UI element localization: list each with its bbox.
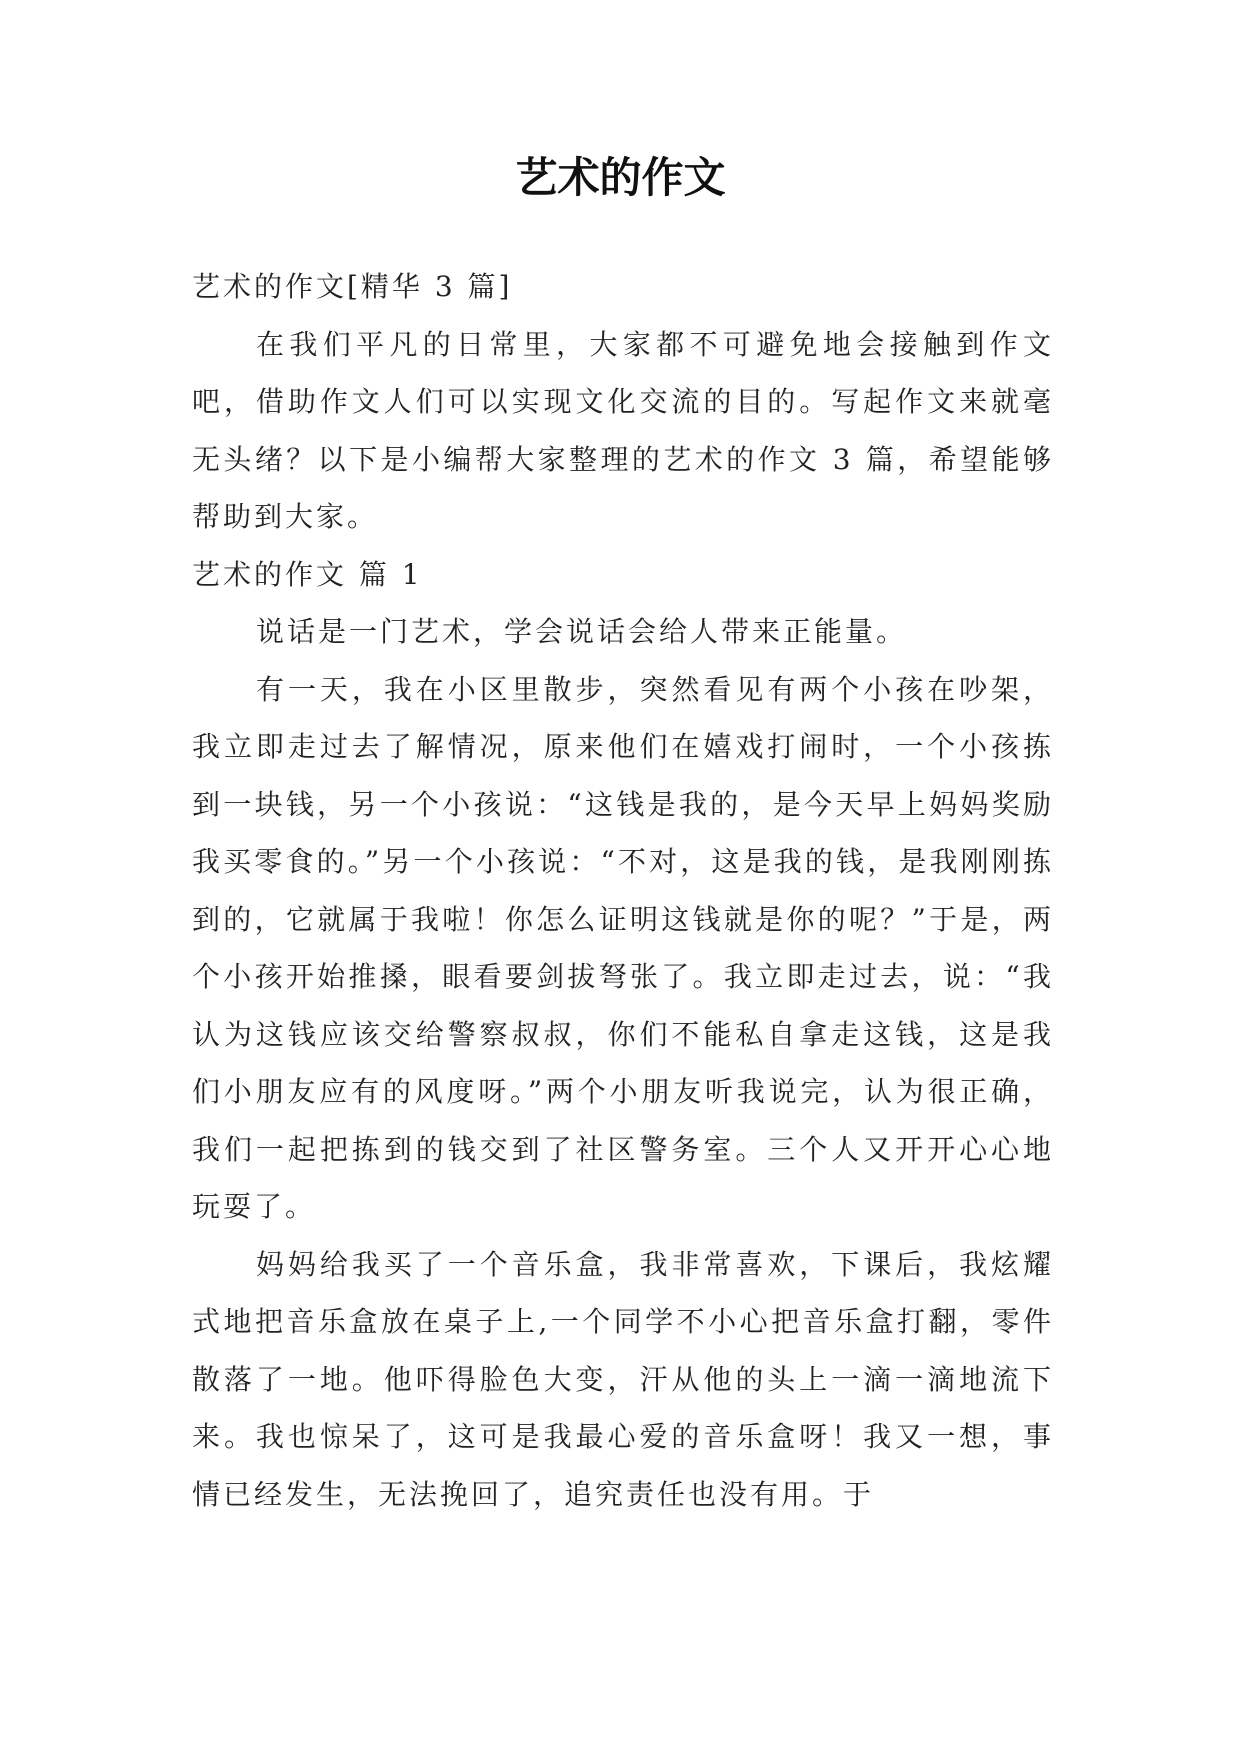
intro-paragraph: 在我们平凡的日常里，大家都不可避免地会接触到作文吧，借助作文人们可以实现文化交流的目的。写起作文来就毫无头绪？以下是小编帮大家整理的艺术的作文 3 篇，希望能够帮助到大家。: [192, 327, 1054, 533]
page-title: 艺术的作文: [515, 153, 726, 202]
section-heading: 艺术的作文 篇 1: [192, 557, 423, 591]
subtitle-line: 艺术的作文[精华 3 篇]: [192, 270, 513, 303]
body-paragraph: 妈妈给我买了一个音乐盒，我非常喜欢，下课后，我炫耀式地把音乐盒放在桌子上,一个同学不小心把音乐盒打翻，零件散落了一地。他吓得脸色大变，汗从他的头上一滴一滴地流下来。我也惊呆了，这可是我最心爱的音乐盒呀！我又一想，事情已经发生，无法挽回了，追究责任也没有用。于: [192, 1247, 1054, 1511]
body-paragraph: 说话是一门艺术，学会说话会给人带来正能量。: [256, 615, 908, 648]
body-paragraph: 有一天，我在小区里散步，突然看见有两个小孩在吵架，我立即走过去了解情况，原来他们在嬉戏打闹时，一个小孩拣到一块钱，另一个小孩说：“这钱是我的，是今天早上妈妈奖励我买零食的。”另一个小孩说：“不对，这是我的钱，是我刚刚拣到的，它就属于我啦！你怎么证明这钱就是你的呢？”于是，两个小孩开始推搡，眼看要剑拔弩张了。我立即走过去，说：“我认为这钱应该交给警察叔叔，你们不能私自拿走这钱，这是我们小朋友应有的风度呀。”两个小朋友听我说完，认为很正确，我们一起把拣到的钱交到了社区警务室。三个人又开开心心地玩耍了。: [192, 672, 1054, 1223]
document-body: [192, 258, 1054, 1523]
